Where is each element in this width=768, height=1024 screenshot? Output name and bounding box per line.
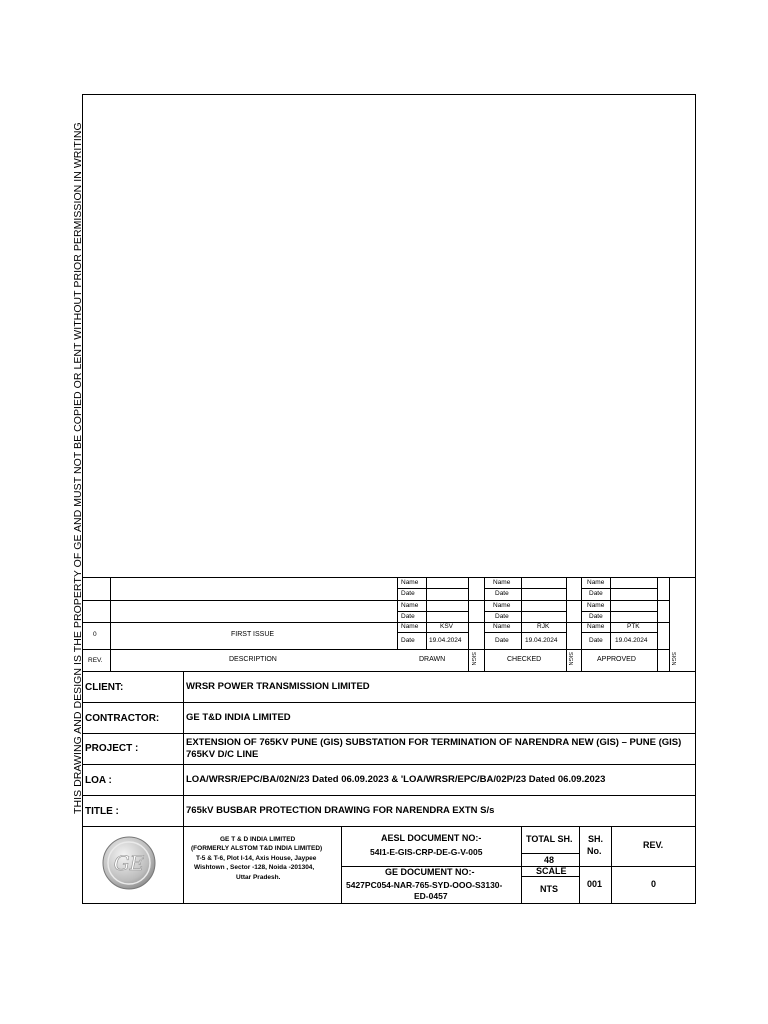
ge-doc-label: GE DOCUMENT NO:- <box>385 867 475 877</box>
checked-name: RJK <box>537 623 550 630</box>
revision-number: 0 <box>93 631 97 638</box>
approved-date-label-2: Date <box>589 613 603 620</box>
aesl-doc-label: AESL DOCUMENT NO:- <box>381 833 482 843</box>
company-name: GE T & D INDIA LIMITED <box>220 836 296 843</box>
scale-value: NTS <box>540 884 558 894</box>
contractor-value: GE T&D INDIA LIMITED <box>186 712 291 723</box>
title-value: 765kV BUSBAR PROTECTION DRAWING FOR NARENDRA EXTN S/s <box>186 805 495 816</box>
project-value-line2: 765KV D/C LINE <box>186 749 259 760</box>
company-address-line1: T-5 & T-6, Plot I-14, Axis House, Jaypee <box>196 855 317 862</box>
approved-name-label-1: Name <box>587 579 605 586</box>
rev-value: 0 <box>651 879 657 889</box>
checked-name-label-2: Name <box>493 602 511 609</box>
loa-value: LOA/WRSR/EPC/BA/02N/23 Dated 06.09.2023 & 'LOA/WRSR/EPC/BA/02P/23 Dated 06.09.2023 <box>186 774 606 785</box>
approved-name: PTK <box>627 623 640 630</box>
copyright-side-note: THIS DRAWING AND DESIGN IS THE PROPERTY OF GE AND MUST NOT BE COPIED OR LENT WITHOUT PRIOR PERMISSION IN WRITING <box>72 122 84 814</box>
checked-name-label-1: Name <box>493 579 511 586</box>
loa-label: LOA : <box>85 775 112 786</box>
svg-text:GE: GE <box>113 851 145 875</box>
aesl-doc-number: 54I1-E-GIS-CRP-DE-G-V-005 <box>370 847 483 857</box>
approved-date-label-3: Date <box>589 637 603 644</box>
ge-logo-icon <box>102 836 156 890</box>
checked-date: 19.04.2024 <box>525 637 558 644</box>
drawn-date-label-3: Date <box>401 637 415 644</box>
sheet-no-label-2: No. <box>587 846 602 856</box>
checked-name-label-3: Name <box>493 623 511 630</box>
company-formerly: (FORMERLY ALSTOM T&D INDIA LIMITED) <box>191 845 323 852</box>
checked-header: CHECKED <box>507 656 542 663</box>
ge-doc-number-line2: ED-0457 <box>414 891 448 901</box>
sheet-no-value: 001 <box>587 879 603 889</box>
drawn-name-label-3: Name <box>401 623 419 630</box>
project-label: PROJECT : <box>85 743 139 754</box>
drawn-date: 19.04.2024 <box>429 637 462 644</box>
approved-header: APPROVED <box>597 656 636 663</box>
drawn-name-label-2: Name <box>401 602 419 609</box>
revision-description: FIRST ISSUE <box>231 631 275 638</box>
checked-date-label-2: Date <box>495 613 509 620</box>
total-sheets-value: 48 <box>544 855 555 865</box>
company-address-line2: Wishtown , Sector -128, Noida -201304, <box>194 864 315 871</box>
approved-date: 19.04.2024 <box>615 637 648 644</box>
project-value-line1: EXTENSION OF 765KV PUNE (GIS) SUBSTATION FOR TERMINATION OF NARENDRA NEW (GIS) – PUNE (GIS) <box>186 737 682 748</box>
drawn-name-label-1: Name <box>401 579 419 586</box>
company-address-line3: Uttar Pradesh. <box>236 874 281 881</box>
approved-date-label-1: Date <box>589 590 603 597</box>
scale-label: SCALE <box>536 866 567 876</box>
approved-name-label-2: Name <box>587 602 605 609</box>
contractor-label: CONTRACTOR: <box>85 713 160 724</box>
rev-label: REV. <box>643 840 664 850</box>
ge-doc-number-line1: 5427PC054-NAR-765-SYD-OOO-S3130- <box>346 880 503 890</box>
rev-header: REV. <box>88 657 103 664</box>
drawn-date-label-2: Date <box>401 613 415 620</box>
drawn-date-label-1: Date <box>401 590 415 597</box>
title-label: TITLE : <box>85 806 119 817</box>
total-sheets-label: TOTAL SH. <box>526 834 573 844</box>
sign-header-drawn: SIGN <box>470 652 476 666</box>
drawn-name: KSV <box>440 623 454 630</box>
checked-date-label-3: Date <box>495 637 509 644</box>
sheet-no-label-1: SH. <box>588 834 604 844</box>
checked-date-label-1: Date <box>495 590 509 597</box>
sign-header-approved: SIGN <box>670 652 676 666</box>
approved-name-label-3: Name <box>587 623 605 630</box>
description-header: DESCRIPTION <box>229 656 277 663</box>
client-value: WRSR POWER TRANSMISSION LIMITED <box>186 681 370 692</box>
client-label: CLIENT: <box>85 682 124 693</box>
drawn-header: DRAWN <box>419 656 446 663</box>
sign-header-checked: SIGN <box>567 652 573 666</box>
